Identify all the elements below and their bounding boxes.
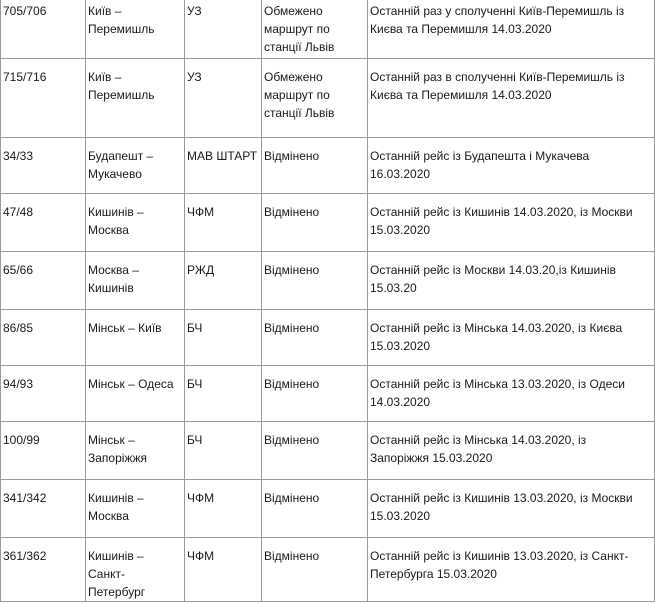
route-cell: Мінськ – Київ xyxy=(86,310,185,366)
status-cell: Відмінено xyxy=(262,538,368,602)
status-cell: Відмінено xyxy=(262,252,368,310)
route-cell: Київ – Перемишль xyxy=(86,0,185,59)
route-cell: Київ – Перемишль xyxy=(86,59,185,138)
route-cell: Мінськ – Запоріжжя xyxy=(86,422,185,480)
note-cell: Останній раз в сполученні Київ-Перемишль із Києва та Перемишля 14.03.2020 xyxy=(368,59,655,138)
carrier-cell: БЧ xyxy=(185,310,262,366)
table-row xyxy=(1,480,655,538)
route-cell: Кишинів – Москва xyxy=(86,480,185,538)
note-cell: Останній рейс із Мінська 14.03.2020, із Запоріжжя 15.03.2020 xyxy=(368,422,655,480)
status-cell: Відмінено xyxy=(262,138,368,194)
carrier-cell: ЧФМ xyxy=(185,480,262,538)
note-cell: Останній раз у сполученні Київ-Перемишль із Києва та Перемишля 14.03.2020 xyxy=(368,0,655,59)
train-number-cell: 34/33 xyxy=(1,138,86,194)
table-row xyxy=(1,138,655,194)
carrier-cell: БЧ xyxy=(185,366,262,422)
train-number-cell: 361/362 xyxy=(1,538,86,602)
table-row xyxy=(1,252,655,310)
status-cell: Відмінено xyxy=(262,480,368,538)
note-cell: Останній рейс із Москви 14.03.20,із Кишинів 15.03.20 xyxy=(368,252,655,310)
table-row xyxy=(1,310,655,366)
table-row xyxy=(1,0,655,59)
train-number-cell: 65/66 xyxy=(1,252,86,310)
train-number-cell: 100/99 xyxy=(1,422,86,480)
route-cell: Мінськ – Одеса xyxy=(86,366,185,422)
status-cell: Відмінено xyxy=(262,310,368,366)
note-cell: Останній рейс із Кишинів 13.03.2020, із Санкт- Петербурга 15.03.2020 xyxy=(368,538,655,602)
table-row xyxy=(1,538,655,602)
note-cell: Останній рейс із Будапешта і Мукачева 16.03.2020 xyxy=(368,138,655,194)
carrier-cell: ЧФМ xyxy=(185,538,262,602)
carrier-cell: РЖД xyxy=(185,252,262,310)
route-cell: Будапешт – Мукачево xyxy=(86,138,185,194)
carrier-cell: УЗ xyxy=(185,0,262,59)
route-cell: Кишинів – Москва xyxy=(86,194,185,252)
table-row xyxy=(1,422,655,480)
carrier-cell: ЧФМ xyxy=(185,194,262,252)
train-number-cell: 86/85 xyxy=(1,310,86,366)
status-cell: Обмежено маршрут по станції Львів xyxy=(262,0,368,59)
status-cell: Відмінено xyxy=(262,194,368,252)
table-row xyxy=(1,59,655,138)
status-cell: Обмежено маршрут по станції Львів xyxy=(262,59,368,138)
train-number-cell: 715/716 xyxy=(1,59,86,138)
train-number-cell: 94/93 xyxy=(1,366,86,422)
train-number-cell: 341/342 xyxy=(1,480,86,538)
route-cell: Кишинів – Санкт- Петербург xyxy=(86,538,185,602)
carrier-cell: МАВ ШТАРТ xyxy=(185,138,262,194)
train-number-cell: 705/706 xyxy=(1,0,86,59)
status-cell: Відмінено xyxy=(262,422,368,480)
note-cell: Останній рейс із Кишинів 13.03.2020, із Москви 15.03.2020 xyxy=(368,480,655,538)
carrier-cell: БЧ xyxy=(185,422,262,480)
table-row xyxy=(1,194,655,252)
status-cell: Відмінено xyxy=(262,366,368,422)
note-cell: Останній рейс із Мінська 13.03.2020, із Одеси 14.03.2020 xyxy=(368,366,655,422)
route-cell: Москва – Кишинів xyxy=(86,252,185,310)
table-row xyxy=(1,366,655,422)
train-number-cell: 47/48 xyxy=(1,194,86,252)
note-cell: Останній рейс із Мінська 14.03.2020, із Києва 15.03.2020 xyxy=(368,310,655,366)
carrier-cell: УЗ xyxy=(185,59,262,138)
note-cell: Останній рейс із Кишинів 14.03.2020, із Москви 15.03.2020 xyxy=(368,194,655,252)
